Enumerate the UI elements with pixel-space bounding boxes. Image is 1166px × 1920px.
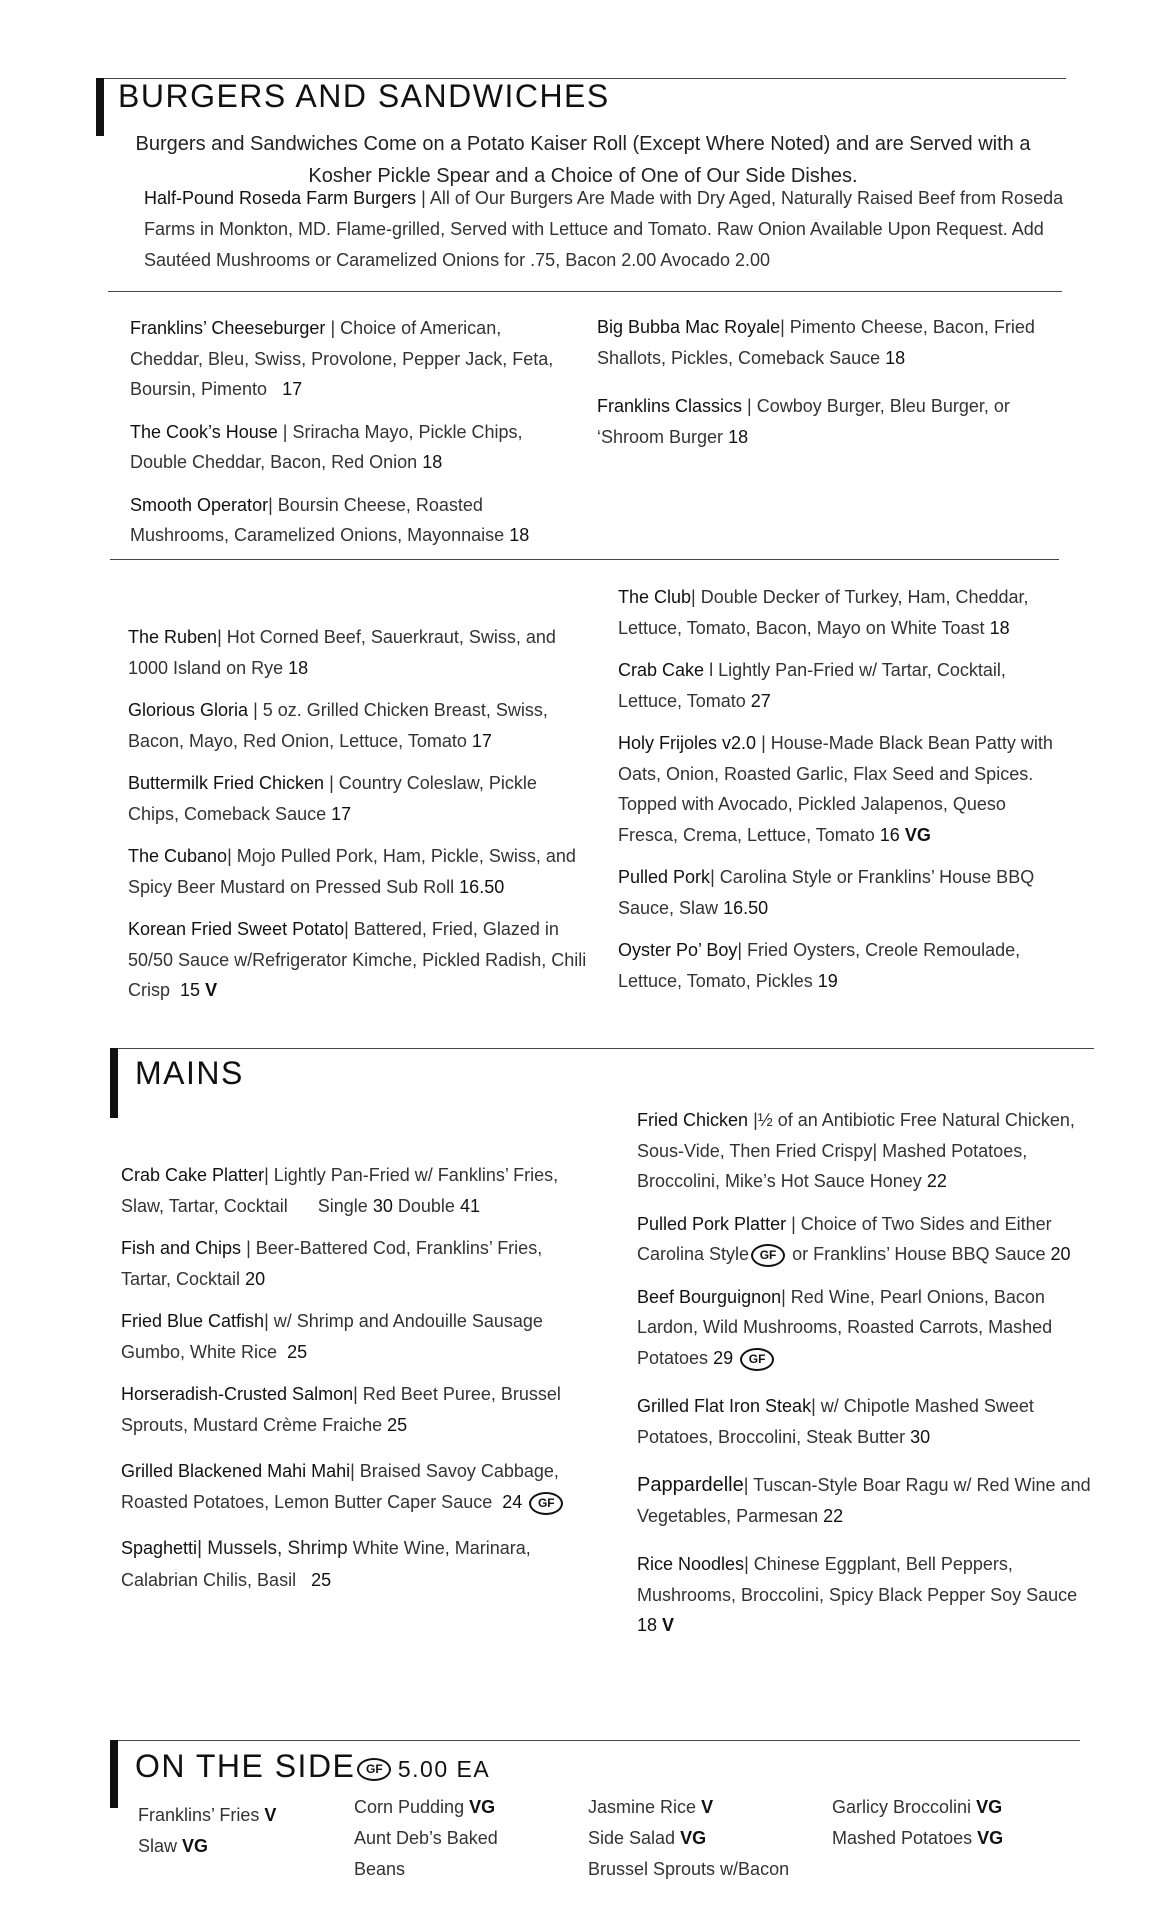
mains-left-column [121, 1160, 591, 1607]
item-name: Pulled Pork [618, 867, 711, 887]
item-price: 17 [282, 379, 303, 399]
dietary-tag: V [662, 1615, 675, 1635]
item-desc: | w/ Chipotle Mashed Sweet Potatoes, Broccolini, Steak Butter [637, 1396, 1034, 1447]
item-price: 19 [817, 970, 838, 991]
item-name: Buttermilk Fried Chicken [128, 773, 325, 793]
menu-item [637, 1282, 1091, 1374]
item-desc: | Cowboy Burger, Bleu Burger, or ‘Shroom Burger [597, 396, 1010, 447]
menu-item [597, 391, 1037, 452]
item-name: The Cook’s House [130, 421, 278, 442]
item-name: Crab Cake [618, 660, 705, 680]
section-title-mains: MAINS [135, 1055, 244, 1091]
dietary-tag: VG [904, 824, 931, 845]
item-name: Rice Noodles [637, 1554, 745, 1574]
side-item: Side Salad VG [588, 1828, 707, 1848]
menu-item [121, 1233, 591, 1294]
menu-item [618, 935, 1054, 996]
mains-right-column [637, 1105, 1091, 1653]
item-desc: | Braised Savoy Cabbage, Roasted Potatoes, Lemon Butter Caper Sauce [121, 1461, 559, 1512]
item-name: Beef Bourguignon [637, 1286, 782, 1307]
item-price: 15 [180, 980, 201, 1000]
item-price: 20 [245, 1268, 266, 1289]
item-name: Holy Frijoles v2.0 [618, 733, 757, 753]
section-title-burgers: BURGERS AND SANDWICHES [118, 78, 610, 114]
item-name: Grilled Blackened Mahi Mahi [121, 1461, 351, 1481]
dietary-tag: VG [977, 1828, 1004, 1848]
divider [118, 1740, 1080, 1741]
item-price: 22 [823, 1505, 844, 1526]
dietary-tag: VG [469, 1797, 496, 1817]
item-price: 18 [989, 617, 1010, 638]
menu-item [637, 1209, 1091, 1270]
item-desc: | Choice of Two Sides and Either Carolina Style [637, 1213, 1052, 1264]
menu-item [130, 490, 570, 551]
item-price: 25 [387, 1414, 408, 1435]
item-price: 16.50 [723, 897, 769, 918]
menu-item [637, 1549, 1091, 1641]
side-item: Jasmine Rice V [588, 1797, 714, 1817]
item-desc: | Pimento Cheese, Bacon, Fried Shallots, Pickles, Comeback Sauce [597, 317, 1035, 368]
item-name: Pappardelle [637, 1474, 744, 1496]
item-desc: | Mojo Pulled Pork, Ham, Pickle, Swiss, and Spicy Beer Mustard on Pressed Sub Roll [128, 846, 576, 897]
menu-item [128, 914, 588, 1006]
menu-item [637, 1470, 1091, 1531]
menu-item [637, 1105, 1091, 1197]
dietary-tag: V [205, 980, 218, 1000]
side-item: Mashed Potatoes VG [832, 1828, 1004, 1848]
roseda-name: Half-Pound Roseda Farm Burgers [144, 188, 417, 208]
item-price: 25 [311, 1569, 332, 1590]
dietary-tag: VG [182, 1836, 209, 1856]
item-desc: | Red Wine, Pearl Onions, Bacon Lardon, Wild Mushrooms, Roasted Carrots, Mashed Potatoes [637, 1286, 1053, 1368]
menu-item [121, 1456, 591, 1517]
side-item: Franklins’ Fries V [138, 1805, 277, 1825]
menu-item [618, 862, 1054, 923]
item-price: 17 [331, 803, 352, 824]
menu-item [128, 841, 588, 902]
side-item: Aunt Deb’s Baked [354, 1828, 498, 1848]
item-desc: | House-Made Black Bean Patty with Oats, Onion, Roasted Garlic, Flax Seed and Spices. Topped with Avocado, Pickled Jalapenos, Queso Fresca, Crema, Lettuce, Tomato [618, 733, 1053, 845]
item-price: 18 [422, 452, 443, 472]
item-name: Korean Fried Sweet Potato [128, 919, 345, 939]
item-desc: | Hot Corned Beef, Sauerkraut, Swiss, and 1000 Island on Rye [128, 627, 556, 678]
section-bar-burgers [96, 78, 104, 136]
burgers-intro-line-2: Kosher Pickle Spear and a Choice of One of Our Side Dishes. [308, 165, 858, 187]
roseda-burgers-note [144, 183, 1064, 276]
item-name: Spaghetti [121, 1538, 198, 1558]
burgers-left-column [130, 313, 570, 563]
item-price: 27 [750, 690, 771, 711]
item-name: The Cubano [128, 846, 228, 866]
item-price: 16 [879, 824, 900, 845]
gluten-free-icon: GF [529, 1492, 563, 1515]
menu-item [618, 582, 1054, 643]
item-name: Oyster Po’ Boy [618, 940, 738, 960]
item-name: Crab Cake Platter [121, 1165, 265, 1185]
gluten-free-icon: GF [751, 1244, 785, 1267]
single-label: Single [317, 1195, 368, 1216]
sides-column-1 [138, 1800, 276, 1862]
menu-item [597, 312, 1037, 373]
item-price: 30 [910, 1426, 931, 1447]
item-desc: | Tuscan-Style Boar Ragu w/ Red Wine and Vegetables, Parmesan [637, 1475, 1091, 1526]
divider [108, 291, 1062, 292]
menu-item [130, 313, 570, 405]
item-name: Smooth Operator [130, 494, 269, 515]
item-desc: | Choice of American, Cheddar, Bleu, Swiss, Provolone, Pepper Jack, Feta, Boursin, Pimento [130, 318, 554, 399]
menu-item [121, 1160, 591, 1221]
item-name: Horseradish-Crusted Salmon [121, 1384, 354, 1404]
item-price: 24 [502, 1491, 523, 1512]
menu-item [128, 622, 588, 683]
item-name: Franklins’ Cheeseburger [130, 318, 326, 338]
dietary-tag: V [701, 1797, 714, 1817]
item-desc: | Beer-Battered Cod, Franklins’ Fries, Tartar, Cocktail [121, 1238, 543, 1289]
sides-column-4 [832, 1792, 1003, 1854]
menu-item [618, 728, 1054, 850]
dietary-tag: VG [976, 1797, 1003, 1817]
item-desc: | Double Decker of Turkey, Ham, Cheddar, Lettuce, Tomato, Bacon, Mayo on White Toast [618, 587, 1029, 638]
item-name: Glorious Gloria [128, 700, 249, 720]
divider [118, 1048, 1094, 1049]
item-price: 18 [885, 347, 906, 368]
section-bar-sides [110, 1740, 118, 1808]
item-desc: | w/ Shrimp and Andouille Sausage Gumbo, White Rice [121, 1311, 543, 1362]
menu-item [128, 768, 588, 829]
item-desc: |½ of an Antibiotic Free Natural Chicken, Sous-Vide, Then Fried Crispy| Mashed Potatoes, Broccolini, Mike’s Hot Sauce Honey [637, 1110, 1075, 1191]
side-item: Garlicy Broccolini VG [832, 1797, 1003, 1817]
side-item: Brussel Sprouts w/Bacon [588, 1859, 790, 1879]
single-price: 30 [372, 1195, 393, 1216]
sides-heading [135, 1748, 490, 1785]
roseda-desc: | All of Our Burgers Are Made with Dry Aged, Naturally Raised Beef from Roseda Farms in Monkton, MD. Flame-grilled, Served with Lettuce and Tomato. Raw Onion Available Upon Request. Add Sautéed Mushrooms or Caramelized Onions for .75, Bacon 2.00 Avocado 2.00 [144, 188, 1064, 270]
item-price: 29 [713, 1347, 734, 1368]
burgers-intro-line-1: Burgers and Sandwiches Come on a Potato Kaiser Roll (Except Where Noted) and are Served with a [135, 133, 1031, 155]
gluten-free-icon: GF [357, 1758, 391, 1781]
dietary-tag: V [264, 1805, 277, 1825]
item-price: 25 [287, 1341, 308, 1362]
item-price: 18 [637, 1615, 658, 1635]
menu-item [121, 1533, 591, 1595]
item-desc: | Fried Oysters, Creole Remoulade, Lettuce, Tomato, Pickles [618, 940, 1021, 991]
item-name: The Club [618, 587, 692, 607]
burgers-right-column [597, 312, 1037, 464]
side-item: Slaw VG [138, 1836, 209, 1856]
item-desc: | Chinese Eggplant, Bell Peppers, Mushrooms, Broccolini, Spicy Black Pepper Soy Sauce [637, 1554, 1078, 1605]
item-name: Grilled Flat Iron Steak [637, 1396, 812, 1416]
double-price: 41 [459, 1195, 480, 1216]
section-title-sides: ON THE SIDE [135, 1748, 356, 1784]
menu-item [637, 1391, 1091, 1452]
section-bar-mains [110, 1048, 118, 1118]
item-price: 18 [509, 525, 530, 545]
side-item: Corn Pudding VG [354, 1797, 496, 1817]
item-price: 16.50 [459, 876, 505, 897]
item-price: 22 [926, 1171, 947, 1191]
menu-item [121, 1306, 591, 1367]
item-desc: | Sriracha Mayo, Pickle Chips, Double Cheddar, Bacon, Red Onion [130, 421, 523, 472]
item-desc: | Lightly Pan-Fried w/ Fanklins’ Fries, Slaw, Tartar, Cocktail [121, 1165, 559, 1216]
side-item: Beans [354, 1859, 406, 1879]
item-desc: | Battered, Fried, Glazed in 50/50 Sauce w/Refrigerator Kimche, Pickled Radish, Chili Crisp [128, 919, 587, 1000]
double-label: Double [397, 1195, 455, 1216]
sandwiches-right-column [618, 582, 1054, 1008]
item-name: Big Bubba Mac Royale [597, 317, 781, 337]
item-price: 18 [728, 426, 749, 447]
item-desc: | Carolina Style or Franklins’ House BBQ Sauce, Slaw [618, 867, 1035, 918]
menu-item [618, 655, 1054, 716]
menu-item [121, 1379, 591, 1440]
item-name: The Ruben [128, 627, 218, 647]
item-desc: l Lightly Pan-Fried w/ Tartar, Cocktail, Lettuce, Tomato [618, 660, 1006, 711]
sides-column-3 [588, 1792, 789, 1885]
sandwiches-left-column [128, 622, 588, 1018]
item-desc: | Mussels, Shrimp [197, 1538, 348, 1559]
item-price: 18 [288, 657, 309, 678]
item-name: Franklins Classics [597, 396, 743, 416]
item-name: Fried Chicken [637, 1110, 749, 1130]
item-desc: | Boursin Cheese, Roasted Mushrooms, Caramelized Onions, Mayonnaise [130, 494, 505, 545]
divider [110, 559, 1059, 560]
item-desc: or Franklins’ House BBQ Sauce [792, 1244, 1046, 1264]
item-desc: | Country Coleslaw, Pickle Chips, Comeback Sauce [128, 773, 537, 824]
sides-price: 5.00 EA [397, 1756, 491, 1782]
menu-item [128, 695, 588, 756]
item-price: 17 [471, 730, 492, 751]
gluten-free-icon: GF [740, 1348, 774, 1371]
item-desc: | 5 oz. Grilled Chicken Breast, Swiss, Bacon, Mayo, Red Onion, Lettuce, Tomato [128, 700, 548, 751]
dietary-tag: VG [680, 1828, 707, 1848]
menu-item [130, 417, 570, 478]
item-desc: White Wine, Marinara, Calabrian Chilis, Basil [121, 1538, 531, 1590]
item-desc: | Red Beet Puree, Brussel Sprouts, Mustard Crème Fraiche [121, 1384, 561, 1435]
item-name: Fish and Chips [121, 1238, 242, 1258]
item-name: Fried Blue Catfish [121, 1311, 265, 1331]
item-price: 20 [1050, 1244, 1071, 1264]
item-name: Pulled Pork Platter [637, 1213, 787, 1234]
sides-column-2 [354, 1792, 498, 1885]
